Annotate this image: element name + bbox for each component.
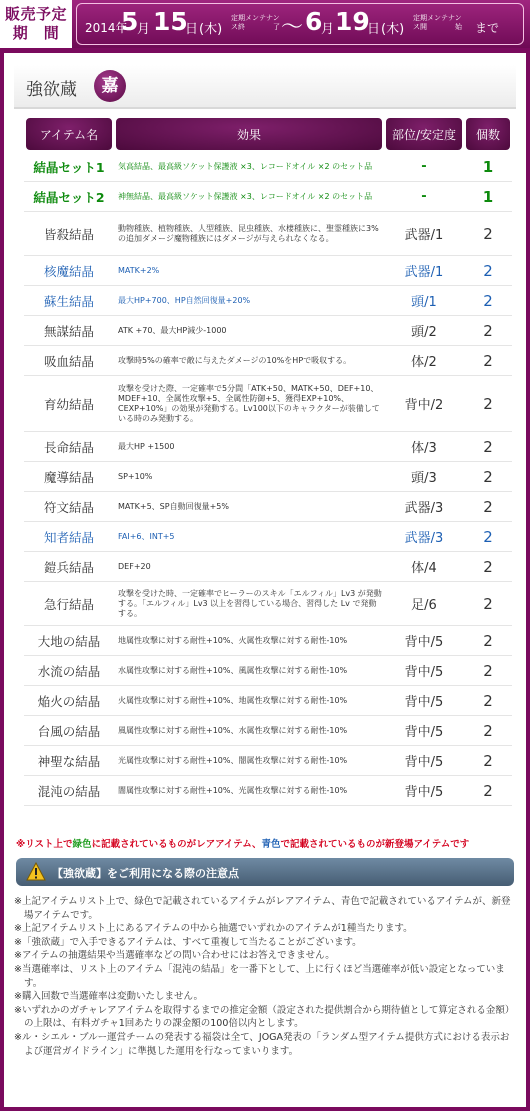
- warning-icon: [26, 862, 46, 881]
- table-row: [24, 316, 512, 346]
- item-count: 2: [464, 776, 512, 806]
- item-name: 混沌の結晶: [24, 776, 114, 806]
- item-name: 鎧兵結晶: [24, 552, 114, 582]
- item-name: 無謀結晶: [24, 316, 114, 346]
- item-effect: DEF+20: [114, 552, 384, 582]
- item-effect: 攻撃を受けた時、一定確率でヒーラーのスキル「エルフィル」Lv3 が発動する。「エルフィル」Lv3 以上を習得している場合、習得した Lv で発動する。: [114, 582, 384, 626]
- item-count: 2: [464, 626, 512, 656]
- item-count: 2: [464, 286, 512, 316]
- start-day-unit: 日: [185, 22, 199, 37]
- notice-list: [14, 895, 514, 1058]
- end-month-unit: 月: [321, 22, 335, 37]
- table-row: [24, 656, 512, 686]
- item-part: 武器/3: [384, 522, 464, 552]
- item-name: 結晶セット2: [24, 182, 114, 212]
- end-weekday: (木): [381, 22, 405, 37]
- item-effect: 地属性攻撃に対する耐性+10%、火属性攻撃に対する耐性-10%: [114, 626, 384, 656]
- item-name: 水流の結晶: [24, 656, 114, 686]
- sales-period-box: [76, 3, 524, 45]
- sales-period-header: [0, 0, 530, 48]
- table-row: [24, 492, 512, 522]
- notice-item: ※当選確率は、リスト上のアイテム「混沌の結晶」を一番下として、上に行くほど当選確率が低い設定となっています。: [14, 963, 505, 989]
- item-count: 2: [464, 522, 512, 552]
- table-row: [24, 346, 512, 376]
- item-name: 核魔結晶: [24, 256, 114, 286]
- item-effect: 攻撃を受けた際、一定確率で5分間「ATK+50、MATK+50、DEF+10、MDEF+10、全属性攻撃+5、全属性防御+5、獲得EXP+10%、CEXP+10%」の効果が発動する。Lv100以下のキャラクターが装備している時のみ発動する。: [114, 376, 384, 432]
- item-part: -: [384, 152, 464, 182]
- color-legend: [16, 836, 516, 850]
- item-count: 2: [464, 746, 512, 776]
- start-month: 5: [121, 7, 139, 36]
- item-effect: MATK+2%: [114, 256, 384, 286]
- item-count: 2: [464, 492, 512, 522]
- item-name: 急行結晶: [24, 582, 114, 626]
- notice-item: ※購入回数で当選確率は変動いたしません。: [14, 991, 204, 1003]
- table-body: [24, 152, 512, 806]
- notice-item: ※上記アイテムリスト上で、緑色で記載されているアイテムがレアアイテム、青色で記載されているアイテムが、新登場アイテムです。: [14, 896, 511, 921]
- item-part: 武器/1: [384, 256, 464, 286]
- start-month-unit: 月: [137, 22, 151, 37]
- maintenance-end-label: 定期メンテナンス終 了: [231, 14, 280, 31]
- item-effect: 光属性攻撃に対する耐性+10%、闇属性攻撃に対する耐性-10%: [114, 746, 384, 776]
- item-effect: SP+10%: [114, 462, 384, 492]
- item-name: 台風の結晶: [24, 716, 114, 746]
- item-effect: 気高結晶、最高級ソケット保護液 ×3、レコードオイル ×2 のセット品: [114, 152, 384, 182]
- table-row: [24, 182, 512, 212]
- item-part: 武器/3: [384, 492, 464, 522]
- notice-bar: [16, 858, 514, 886]
- item-effect: 風属性攻撃に対する耐性+10%、水属性攻撃に対する耐性-10%: [114, 716, 384, 746]
- table-row: [24, 432, 512, 462]
- item-name: 焔火の結晶: [24, 686, 114, 716]
- item-table: [24, 116, 512, 806]
- table-row: [24, 462, 512, 492]
- item-effect: MATK+5、SP自動回復量+5%: [114, 492, 384, 522]
- table-header-row: [24, 116, 512, 152]
- item-effect: 攻撃時5%の確率で敵に与えたダメージの10%をHPで吸収する。: [114, 346, 384, 376]
- start-weekday: (木): [199, 22, 223, 37]
- item-name: 吸血結晶: [24, 346, 114, 376]
- notice-item: ※上記アイテムリスト上にあるアイテムの中から抽選でいずれかのアイテムが1種当たります。: [14, 923, 413, 935]
- item-part: 頭/2: [384, 316, 464, 346]
- legend-part-3: で記載されているものが新登場アイテムです: [280, 839, 470, 850]
- item-part: 武器/1: [384, 212, 464, 256]
- maintenance-start-label: 定期メンテナンス開 始: [413, 14, 462, 31]
- end-month: 6: [305, 7, 323, 36]
- item-name: 魔導結晶: [24, 462, 114, 492]
- table-row: [24, 256, 512, 286]
- item-count: 2: [464, 316, 512, 346]
- table-row: [24, 212, 512, 256]
- item-effect: 火属性攻撃に対する耐性+10%、地属性攻撃に対する耐性-10%: [114, 686, 384, 716]
- item-name: 長命結晶: [24, 432, 114, 462]
- item-count: 2: [464, 686, 512, 716]
- item-effect: 闇属性攻撃に対する耐性+10%、光属性攻撃に対する耐性-10%: [114, 776, 384, 806]
- label-line-1: 販売予定: [4, 5, 67, 23]
- item-part: 足/6: [384, 582, 464, 626]
- item-count: 1: [464, 152, 512, 182]
- item-part: 背中/5: [384, 716, 464, 746]
- col-header-effect: 効果: [114, 116, 384, 152]
- table-row: [24, 746, 512, 776]
- start-day: 15: [153, 7, 188, 36]
- item-name: 育幼結晶: [24, 376, 114, 432]
- item-effect: 神無結晶、最高級ソケット保護液 ×3、レコードオイル ×2 のセット品: [114, 182, 384, 212]
- item-effect: 最大HP +1500: [114, 432, 384, 462]
- item-part: 頭/3: [384, 462, 464, 492]
- item-count: 2: [464, 346, 512, 376]
- item-name: 結晶セット1: [24, 152, 114, 182]
- item-part: 背中/2: [384, 376, 464, 432]
- item-effect: ATK +70、最大HP減少-1000: [114, 316, 384, 346]
- item-effect: 水属性攻撃に対する耐性+10%、風属性攻撃に対する耐性-10%: [114, 656, 384, 686]
- item-part: -: [384, 182, 464, 212]
- until-text: まで: [475, 21, 500, 35]
- item-name: 知者結晶: [24, 522, 114, 552]
- table-row: [24, 776, 512, 806]
- item-part: 体/2: [384, 346, 464, 376]
- notice-item: ※「強欲蔵」で入手できるアイテムは、すべて重複して当たることがございます。: [14, 936, 362, 948]
- item-effect: 動物種族、植物種族、人型種族、昆虫種族、水棲種族に、聖霊種族に3%の追加ダメージ魔物種族にはダメージが与えられなくなる。: [114, 212, 384, 256]
- item-part: 背中/5: [384, 656, 464, 686]
- table-row: [24, 582, 512, 626]
- notice-title: 【強欲蔵】をご利用になる際の注意点: [52, 867, 239, 880]
- table-row: [24, 626, 512, 656]
- item-count: 2: [464, 462, 512, 492]
- content-panel: [4, 53, 526, 1107]
- item-count: 2: [464, 432, 512, 462]
- table-row: [24, 286, 512, 316]
- item-part: 背中/5: [384, 746, 464, 776]
- legend-part-1: ※リスト上で: [16, 839, 73, 850]
- legend-part-2: に記載されているものがレアアイテム、: [91, 839, 262, 850]
- table-row: [24, 376, 512, 432]
- end-day: 19: [335, 7, 370, 36]
- col-header-name: アイテム名: [24, 116, 114, 152]
- item-part: 背中/5: [384, 686, 464, 716]
- notice-item: ※いずれかのガチャレアアイテムを取得するまでの推定金額（設定された提供割合から期待値として算定される金額）の上限は、有料ガチャ1回あたりの課金額の100倍以内とします。: [14, 1004, 510, 1030]
- year-text: 2014年: [85, 21, 128, 35]
- sales-period-label: [0, 0, 72, 48]
- col-header-count: 個数: [464, 116, 512, 152]
- item-part: 体/3: [384, 432, 464, 462]
- item-count: 2: [464, 552, 512, 582]
- tilde: ～: [281, 15, 304, 40]
- item-count: 2: [464, 212, 512, 256]
- item-name: 蘇生結晶: [24, 286, 114, 316]
- end-day-unit: 日: [367, 22, 381, 37]
- item-count: 2: [464, 656, 512, 686]
- table-row: [24, 152, 512, 182]
- item-count: 2: [464, 716, 512, 746]
- table-row: [24, 716, 512, 746]
- table-row: [24, 522, 512, 552]
- item-name: 大地の結晶: [24, 626, 114, 656]
- item-count: 2: [464, 376, 512, 432]
- item-count: 1: [464, 182, 512, 212]
- item-part: 体/4: [384, 552, 464, 582]
- item-name: 皆殺結晶: [24, 212, 114, 256]
- title-badge: 嘉: [94, 70, 126, 102]
- item-part: 背中/5: [384, 776, 464, 806]
- col-header-part: 部位/安定度: [384, 116, 464, 152]
- legend-green: 緑色: [72, 839, 92, 850]
- notice-item: ※アイテムの抽選結果や当選確率などの問い合わせにはお答えできません。: [14, 950, 335, 962]
- item-count: 2: [464, 582, 512, 626]
- table-row: [24, 686, 512, 716]
- notice-item: ※ル・シエル・ブルー運営チームの発表する福袋は全て、JOGA発表の「ランダム型アイテム提供方式における表示および運営ガイドライン」に準拠した運用を行なってまいります。: [14, 1031, 510, 1057]
- legend-blue: 青色: [261, 839, 281, 850]
- item-count: 2: [464, 256, 512, 286]
- item-name: 神聖な結晶: [24, 746, 114, 776]
- table-row: [24, 552, 512, 582]
- item-part: 頭/1: [384, 286, 464, 316]
- page-title: 強欲蔵: [26, 80, 77, 100]
- item-effect: FAI+6、INT+5: [114, 522, 384, 552]
- label-line-2: 期 間: [12, 24, 60, 42]
- item-effect: 最大HP+700、HP自然回復量+20%: [114, 286, 384, 316]
- item-name: 符文結晶: [24, 492, 114, 522]
- title-bar: [14, 65, 516, 109]
- item-part: 背中/5: [384, 626, 464, 656]
